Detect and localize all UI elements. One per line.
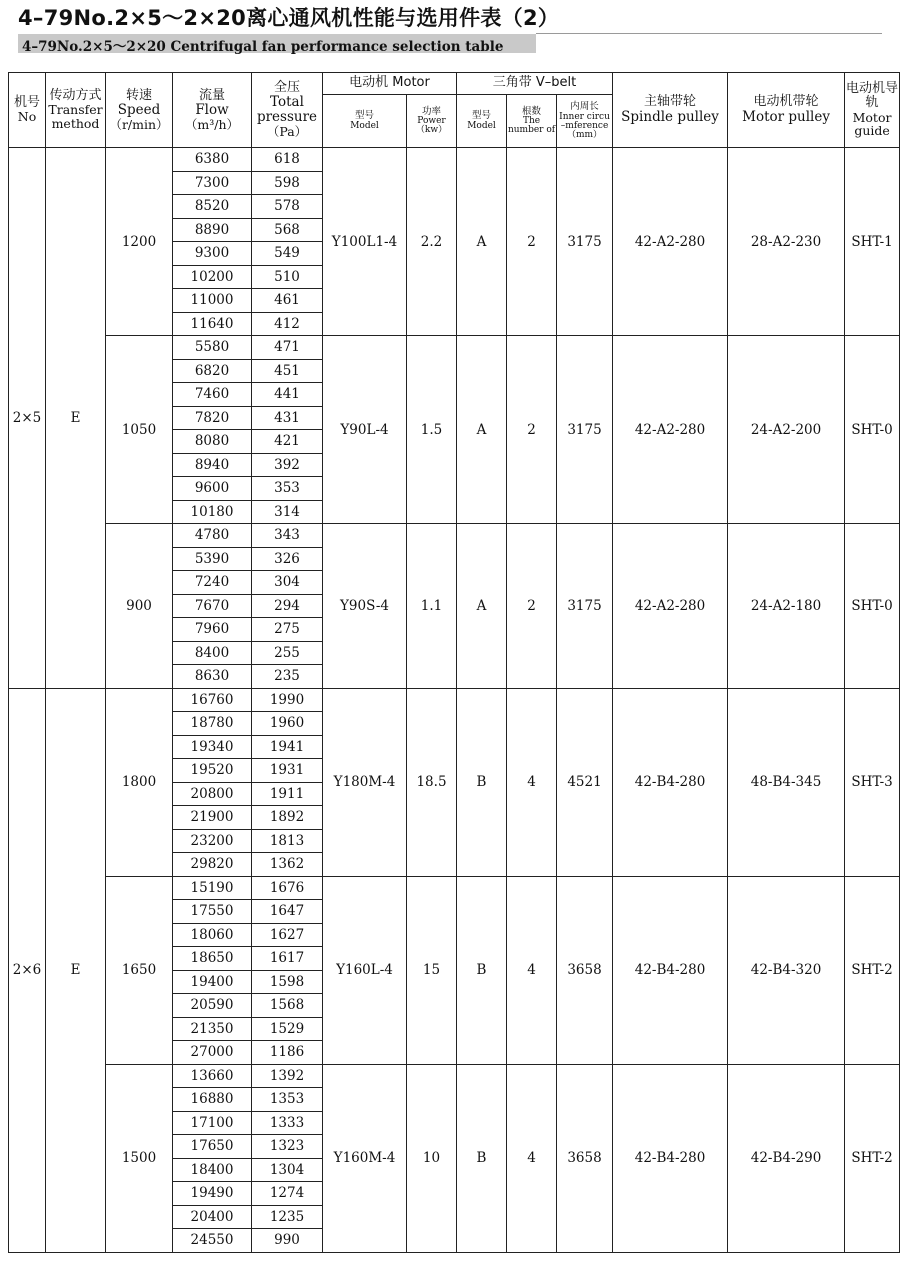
pressure-cell: 1990 [252, 688, 323, 712]
flow-cell: 20590 [173, 994, 252, 1018]
pressure-cell: 990 [252, 1229, 323, 1253]
table-row [9, 336, 900, 360]
motor-pulley-cell: 42-B4-290 [728, 1064, 845, 1252]
flow-cell: 4780 [173, 524, 252, 548]
flow-cell: 20800 [173, 782, 252, 806]
transfer-method-cell: E [46, 148, 106, 689]
flow-cell: 24550 [173, 1229, 252, 1253]
motor-pulley-cell: 42-B4-320 [728, 876, 845, 1064]
flow-cell: 20400 [173, 1205, 252, 1229]
flow-cell: 8520 [173, 195, 252, 219]
spindle-pulley-cell: 42-B4-280 [613, 1064, 728, 1252]
flow-cell: 11000 [173, 289, 252, 313]
speed-cell: 1500 [106, 1064, 173, 1252]
flow-cell: 8940 [173, 453, 252, 477]
motor-pulley-cell: 24-A2-180 [728, 524, 845, 689]
motor-power-cell: 18.5 [407, 688, 457, 876]
pressure-cell: 326 [252, 547, 323, 571]
motor-guide-cell: SHT-2 [845, 1064, 900, 1252]
pressure-cell: 1362 [252, 853, 323, 877]
belt-count-cell: 2 [507, 148, 557, 336]
belt-length-cell: 4521 [557, 688, 613, 876]
pressure-cell: 1186 [252, 1041, 323, 1065]
flow-cell: 10180 [173, 500, 252, 524]
pressure-cell: 578 [252, 195, 323, 219]
pressure-cell: 1617 [252, 947, 323, 971]
flow-cell: 5580 [173, 336, 252, 360]
pressure-cell: 314 [252, 500, 323, 524]
col-group-belt: 三角带 V–belt [457, 73, 613, 95]
belt-model-cell: A [457, 336, 507, 524]
flow-cell: 23200 [173, 829, 252, 853]
motor-model-cell: Y160L-4 [323, 876, 407, 1064]
spindle-pulley-cell: 42-A2-280 [613, 148, 728, 336]
pressure-cell: 1235 [252, 1205, 323, 1229]
table-row [9, 688, 900, 712]
table-row [9, 876, 900, 900]
pressure-cell: 1813 [252, 829, 323, 853]
pressure-cell: 1941 [252, 735, 323, 759]
pressure-cell: 304 [252, 571, 323, 595]
flow-cell: 5390 [173, 547, 252, 571]
flow-cell: 17550 [173, 900, 252, 924]
flow-cell: 16760 [173, 688, 252, 712]
pressure-cell: 412 [252, 312, 323, 336]
spindle-pulley-cell: 42-A2-280 [613, 336, 728, 524]
flow-cell: 15190 [173, 876, 252, 900]
motor-pulley-cell: 24-A2-200 [728, 336, 845, 524]
flow-cell: 8400 [173, 641, 252, 665]
page-subtitle: 4–79No.2×5～2×20 Centrifugal fan performance selection table [22, 39, 504, 55]
flow-cell: 9300 [173, 242, 252, 266]
col-group-motor: 电动机 Motor [323, 73, 457, 95]
pressure-cell: 471 [252, 336, 323, 360]
header-rule [536, 33, 882, 34]
flow-cell: 6820 [173, 359, 252, 383]
pressure-cell: 1353 [252, 1088, 323, 1112]
col-pressure: 全压 Total pressure （Pa） [252, 73, 323, 148]
pressure-cell: 1392 [252, 1064, 323, 1088]
transfer-method-cell: E [46, 688, 106, 1252]
flow-cell: 8080 [173, 430, 252, 454]
belt-length-cell: 3175 [557, 524, 613, 689]
belt-count-cell: 4 [507, 1064, 557, 1252]
pressure-cell: 275 [252, 618, 323, 642]
flow-cell: 19520 [173, 759, 252, 783]
col-motor-power: 功率 Power （kw） [407, 95, 457, 148]
page-footer-cut [200, 1274, 520, 1284]
flow-cell: 27000 [173, 1041, 252, 1065]
pressure-cell: 343 [252, 524, 323, 548]
flow-cell: 10200 [173, 265, 252, 289]
belt-count-cell: 2 [507, 524, 557, 689]
flow-cell: 18060 [173, 923, 252, 947]
motor-model-cell: Y90S-4 [323, 524, 407, 689]
pressure-cell: 510 [252, 265, 323, 289]
pressure-cell: 549 [252, 242, 323, 266]
pressure-cell: 353 [252, 477, 323, 501]
flow-cell: 17100 [173, 1111, 252, 1135]
col-belt-model: 型号 Model [457, 95, 507, 148]
speed-cell: 1200 [106, 148, 173, 336]
pressure-cell: 392 [252, 453, 323, 477]
pressure-cell: 1304 [252, 1158, 323, 1182]
pressure-cell: 1647 [252, 900, 323, 924]
pressure-cell: 1931 [252, 759, 323, 783]
flow-cell: 21350 [173, 1017, 252, 1041]
belt-length-cell: 3658 [557, 1064, 613, 1252]
pressure-cell: 618 [252, 148, 323, 172]
speed-cell: 900 [106, 524, 173, 689]
fan-no-cell: 2×6 [9, 688, 46, 1252]
table-header [9, 73, 900, 148]
speed-cell: 1800 [106, 688, 173, 876]
col-motor-model: 型号 Model [323, 95, 407, 148]
spindle-pulley-cell: 42-B4-280 [613, 688, 728, 876]
motor-power-cell: 15 [407, 876, 457, 1064]
col-speed: 转速 Speed （r/min） [106, 73, 173, 148]
motor-guide-cell: SHT-3 [845, 688, 900, 876]
pressure-cell: 1627 [252, 923, 323, 947]
motor-model-cell: Y90L-4 [323, 336, 407, 524]
pressure-cell: 1911 [252, 782, 323, 806]
flow-cell: 19340 [173, 735, 252, 759]
pressure-cell: 1323 [252, 1135, 323, 1159]
pressure-cell: 1568 [252, 994, 323, 1018]
col-motor-pulley: 电动机带轮 Motor pulley [728, 73, 845, 148]
col-motor-guide: 电动机导轨 Motor guide [845, 73, 900, 148]
pressure-cell: 421 [252, 430, 323, 454]
belt-count-cell: 2 [507, 336, 557, 524]
pressure-cell: 431 [252, 406, 323, 430]
flow-cell: 19490 [173, 1182, 252, 1206]
belt-model-cell: B [457, 876, 507, 1064]
pressure-cell: 1274 [252, 1182, 323, 1206]
belt-length-cell: 3658 [557, 876, 613, 1064]
pressure-cell: 1333 [252, 1111, 323, 1135]
page-title: 4–79No.2×5～2×20离心通风机性能与选用件表（2） [18, 6, 560, 30]
performance-table [8, 72, 900, 1253]
flow-cell: 7960 [173, 618, 252, 642]
pressure-cell: 1892 [252, 806, 323, 830]
motor-model-cell: Y180M-4 [323, 688, 407, 876]
table-row [9, 148, 900, 172]
motor-guide-cell: SHT-0 [845, 524, 900, 689]
pressure-cell: 255 [252, 641, 323, 665]
motor-guide-cell: SHT-2 [845, 876, 900, 1064]
pressure-cell: 461 [252, 289, 323, 313]
belt-model-cell: B [457, 688, 507, 876]
speed-cell: 1650 [106, 876, 173, 1064]
pressure-cell: 1960 [252, 712, 323, 736]
col-no: 机号 No [9, 73, 46, 148]
pressure-cell: 1529 [252, 1017, 323, 1041]
col-belt-length: 内周长 Inner circu –mference （mm） [557, 95, 613, 148]
col-transfer: 传动方式 Transfer method [46, 73, 106, 148]
flow-cell: 13660 [173, 1064, 252, 1088]
col-belt-number: 根数 The number of [507, 95, 557, 148]
flow-cell: 17650 [173, 1135, 252, 1159]
flow-cell: 6380 [173, 148, 252, 172]
motor-model-cell: Y100L1-4 [323, 148, 407, 336]
motor-power-cell: 10 [407, 1064, 457, 1252]
flow-cell: 29820 [173, 853, 252, 877]
flow-cell: 18650 [173, 947, 252, 971]
flow-cell: 7670 [173, 594, 252, 618]
belt-model-cell: B [457, 1064, 507, 1252]
motor-power-cell: 2.2 [407, 148, 457, 336]
flow-cell: 21900 [173, 806, 252, 830]
table-body [9, 148, 900, 1253]
flow-cell: 7820 [173, 406, 252, 430]
flow-cell: 18780 [173, 712, 252, 736]
spindle-pulley-cell: 42-A2-280 [613, 524, 728, 689]
belt-model-cell: A [457, 148, 507, 336]
belt-count-cell: 4 [507, 688, 557, 876]
flow-cell: 8890 [173, 218, 252, 242]
table-row [9, 1064, 900, 1088]
flow-cell: 16880 [173, 1088, 252, 1112]
pressure-cell: 441 [252, 383, 323, 407]
pressure-cell: 451 [252, 359, 323, 383]
pressure-cell: 568 [252, 218, 323, 242]
fan-no-cell: 2×5 [9, 148, 46, 689]
flow-cell: 9600 [173, 477, 252, 501]
flow-cell: 7240 [173, 571, 252, 595]
flow-cell: 18400 [173, 1158, 252, 1182]
belt-model-cell: A [457, 524, 507, 689]
belt-length-cell: 3175 [557, 336, 613, 524]
flow-cell: 7460 [173, 383, 252, 407]
pressure-cell: 598 [252, 171, 323, 195]
flow-cell: 8630 [173, 665, 252, 689]
col-spindle-pulley: 主轴带轮 Spindle pulley [613, 73, 728, 148]
pressure-cell: 1598 [252, 970, 323, 994]
speed-cell: 1050 [106, 336, 173, 524]
belt-length-cell: 3175 [557, 148, 613, 336]
spindle-pulley-cell: 42-B4-280 [613, 876, 728, 1064]
motor-power-cell: 1.1 [407, 524, 457, 689]
pressure-cell: 235 [252, 665, 323, 689]
pressure-cell: 1676 [252, 876, 323, 900]
flow-cell: 7300 [173, 171, 252, 195]
belt-count-cell: 4 [507, 876, 557, 1064]
motor-pulley-cell: 48-B4-345 [728, 688, 845, 876]
flow-cell: 19400 [173, 970, 252, 994]
col-flow: 流量 Flow （m³/h） [173, 73, 252, 148]
pressure-cell: 294 [252, 594, 323, 618]
motor-pulley-cell: 28-A2-230 [728, 148, 845, 336]
motor-guide-cell: SHT-1 [845, 148, 900, 336]
flow-cell: 11640 [173, 312, 252, 336]
motor-model-cell: Y160M-4 [323, 1064, 407, 1252]
table-row [9, 524, 900, 548]
motor-guide-cell: SHT-0 [845, 336, 900, 524]
motor-power-cell: 1.5 [407, 336, 457, 524]
